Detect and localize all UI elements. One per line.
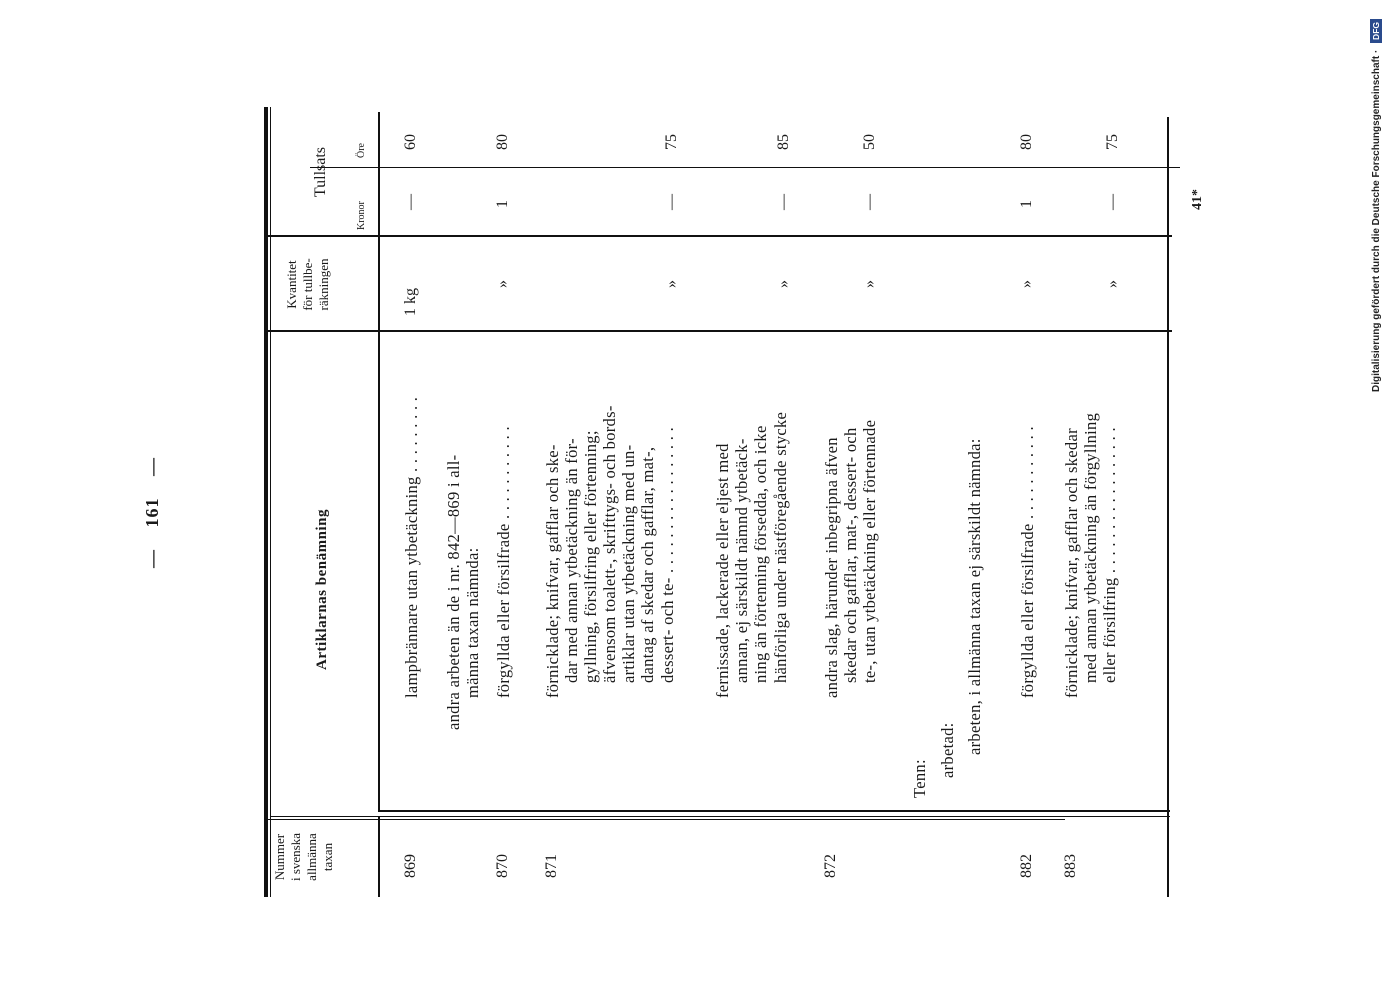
row-text: ning än förtenning försedda, och icke bbox=[751, 425, 770, 683]
row-quantity: 1 kg bbox=[402, 288, 419, 316]
col-rule-kronor bbox=[310, 167, 1180, 168]
row-kronor: — bbox=[402, 194, 419, 210]
row-text: fernissade, lackerade eller eljest med bbox=[713, 443, 732, 698]
row-kronor: 1 bbox=[494, 200, 511, 208]
row-ore: 75 bbox=[663, 134, 680, 150]
row-ore: 80 bbox=[494, 134, 511, 150]
col-rule-number bbox=[378, 811, 1170, 813]
row-text: med annan ytbetäckning än förgyllning bbox=[1081, 412, 1100, 683]
row-text: eller försilfring . . . . . . . . . . . . . . . . . bbox=[1100, 427, 1119, 683]
row-text: förgyllda eller försilfrade . . . . . . . . . . . bbox=[1018, 426, 1037, 698]
row-ore: 50 bbox=[861, 134, 878, 150]
subsection-heading: arbetad: bbox=[938, 722, 957, 778]
row-quantity: » bbox=[1018, 280, 1035, 288]
row-quantity: » bbox=[775, 280, 792, 288]
header-kronor: Kronor bbox=[356, 201, 367, 230]
header-number bbox=[272, 817, 336, 897]
row-text: lampbrännare utan ytbetäckning . . . . . . . . . bbox=[402, 396, 421, 698]
row-number: 870 bbox=[494, 854, 511, 878]
row-quantity: » bbox=[861, 280, 878, 288]
row-kronor: — bbox=[861, 194, 878, 210]
row-kronor: — bbox=[1104, 194, 1121, 210]
table-top-rule-thin bbox=[270, 107, 271, 897]
row-text: förnicklade; knifvar, gafflar och ske- bbox=[543, 444, 562, 698]
header-quantity-line: räkningen bbox=[316, 258, 331, 311]
header-quantity-line: Kvantitet bbox=[284, 260, 299, 309]
row-text: hänförliga under nästföregående stycke bbox=[771, 411, 790, 683]
dfg-logo: DFG bbox=[1370, 19, 1382, 43]
header-rate: Tullsats bbox=[312, 146, 329, 198]
row-ore: 75 bbox=[1104, 134, 1121, 150]
page-header bbox=[142, 457, 163, 568]
row-text: annan, ej särskildt nämnd ytbetäck- bbox=[732, 438, 751, 683]
row-ore: 60 bbox=[402, 134, 419, 150]
row-kronor: — bbox=[663, 194, 680, 210]
header-number-line: taxan bbox=[320, 842, 335, 872]
col-rule-quantity bbox=[268, 236, 1172, 238]
table-top-rule bbox=[264, 107, 268, 897]
row-text: skedar och gafflar, mat-, dessert- och bbox=[841, 427, 860, 683]
row-quantity: » bbox=[663, 280, 680, 288]
digitization-note: Digitalisierung gefördert durch die Deutsche Forschungsgemeinschaft · DFG bbox=[1370, 19, 1382, 392]
row-text: förgyllda eller försilfrade . . . . . . . . . . . bbox=[494, 426, 513, 698]
header-quantity bbox=[284, 237, 332, 332]
row-ore: 85 bbox=[775, 134, 792, 150]
row-text: dantag af skedar och gafflar, mat-, bbox=[638, 446, 657, 683]
table-bottom-rule bbox=[1167, 117, 1169, 897]
page-number: 161 bbox=[142, 497, 162, 528]
header-ore: Öre bbox=[356, 143, 367, 158]
dash-right: — bbox=[142, 457, 162, 476]
header-separator bbox=[270, 816, 1170, 817]
row-text: äfvensom toalett-, skrifttygs- och bords- bbox=[600, 405, 619, 683]
dash-left: — bbox=[142, 549, 162, 568]
header-quantity-line: för tullbe- bbox=[300, 258, 315, 311]
row-ore: 80 bbox=[1018, 134, 1035, 150]
header-number-line: i svenska bbox=[288, 832, 303, 882]
row-text: artiklar utan ytbetäckning med un- bbox=[619, 444, 638, 683]
row-text: arbeten, i allmänna taxan ej särskildt nämnda: bbox=[965, 438, 984, 755]
digitization-text: Digitalisierung gefördert durch die Deutsche Forschungsgemeinschaft bbox=[1371, 55, 1382, 392]
header-number-line: Nummer bbox=[272, 833, 287, 881]
row-text: te-, utan ytbetäckning eller förtennade bbox=[860, 419, 879, 683]
header-bottom-rule bbox=[378, 112, 380, 812]
row-kronor: — bbox=[775, 194, 792, 210]
row-number: 872 bbox=[822, 854, 839, 878]
table-left-edge bbox=[265, 819, 1065, 820]
row-text: förnicklade; knifvar, gafflar och skedar bbox=[1062, 428, 1081, 698]
header-article: Artiklarnas benämning bbox=[314, 509, 330, 670]
row-number: 869 bbox=[402, 854, 419, 878]
row-text: andra slag, härunder inbegripna äfven bbox=[822, 437, 841, 698]
row-text: dessert- och te- . . . . . . . . . . . . . . . . . bbox=[658, 426, 677, 683]
signature-mark: 41* bbox=[1190, 189, 1205, 210]
row-number: 883 bbox=[1062, 854, 1079, 878]
row-quantity: » bbox=[494, 280, 511, 288]
row-text: männa taxan nämnda: bbox=[463, 547, 482, 698]
row-kronor: 1 bbox=[1018, 200, 1035, 208]
row-number: 871 bbox=[543, 854, 560, 878]
row-text: dar med annan ytbetäckning än för- bbox=[562, 438, 581, 683]
row-number: 882 bbox=[1018, 854, 1035, 878]
col-rule-article bbox=[268, 331, 1172, 333]
row-text: gyllning, försilfring eller förtenning; bbox=[581, 430, 600, 683]
header-bottom-rule-num bbox=[378, 817, 380, 897]
section-heading: Tenn: bbox=[910, 759, 929, 798]
row-quantity: » bbox=[1104, 280, 1121, 288]
row-text: andra arbeten än de i nr. 842—869 i all- bbox=[444, 454, 463, 730]
header-number-line: allmänna bbox=[304, 833, 319, 881]
